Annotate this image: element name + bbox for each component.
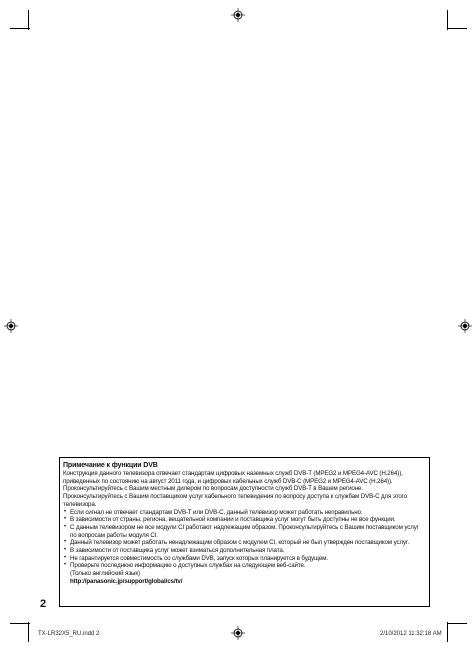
footer-file-name: TX-LR32X5_RU.indd 2 — [38, 631, 100, 637]
dvb-note-box — [59, 457, 430, 607]
list-item: • В зависимости от поставщика услуг может взиматься дополнительная плата. — [63, 547, 426, 555]
list-item: • Данный телевизор может работать ненадлежащим образом с модулем CI, который не был утвержден поставщиком услуг. — [63, 539, 426, 547]
page-number: 2 — [40, 598, 47, 610]
crop-mark-bottom-right-h — [447, 623, 467, 624]
crop-mark-top-right-v — [447, 10, 448, 30]
list-item: • Проверьте последнюю информацию о доступных службах на следующем веб-сайте. — [63, 562, 426, 570]
registration-mark-icon — [4, 319, 18, 333]
language-note: (Только английский язык) — [70, 570, 140, 578]
list-item: • Если сигнал не отвечает стандартам DVB-T или DVB-C, данный телевизор может работать неправильно. — [63, 509, 426, 517]
list-item: • С данным телевизором не все модули CI работают надлежащим образом. Проконсультируйтесь с Вашим поставщиком услуг по вопросам работы модуля CI. — [63, 524, 426, 539]
footer-timestamp: 2/10/2012 11:32:18 AM — [380, 631, 442, 637]
registration-mark-icon — [458, 319, 472, 333]
note-bullet-list — [63, 509, 426, 571]
crop-mark-bottom-left-h — [10, 623, 30, 624]
support-link[interactable]: http://panasonic.jp/support/global/cs/tv/ — [70, 577, 183, 585]
crop-mark-top-left-h — [10, 28, 30, 29]
list-item: • Не гарантируется совместимость со службами DVB, запуск которых планируется в будущем. — [63, 555, 426, 563]
note-paragraph: Конструкция данного телевизора отвечает стандартам цифровых наземных служб DVB-T (MPEG2 и MPEG4-AVC (H.264)), приведенных по состоянию на август 2011 года, и цифровых кабельных служб DVB-C (MPEG2 и MPEG4-AVC (H.264)). — [63, 470, 403, 485]
registration-mark-icon — [231, 626, 245, 640]
note-paragraph: Проконсультируйтесь с Вашим местным дилером по вопросам доступности служб DVB-T в Вашем регионе. — [63, 485, 363, 493]
list-item: • В зависимости от страны, региона, вещательной компании и поставщика услуг могут быть доступны не все функции. — [63, 516, 426, 524]
crop-mark-top-left-v — [28, 10, 29, 30]
registration-mark-icon — [231, 8, 245, 22]
note-paragraph: Проконсультируйтесь с Вашим поставщиком услуг кабельного телевидения по вопросу доступа к службам DVB-C для этого телевизора. — [63, 493, 408, 508]
note-title: Примечание к функции DVB — [63, 462, 158, 469]
crop-mark-bottom-left-v — [28, 622, 29, 642]
crop-mark-top-right-h — [447, 28, 467, 29]
crop-mark-bottom-right-v — [447, 622, 448, 642]
